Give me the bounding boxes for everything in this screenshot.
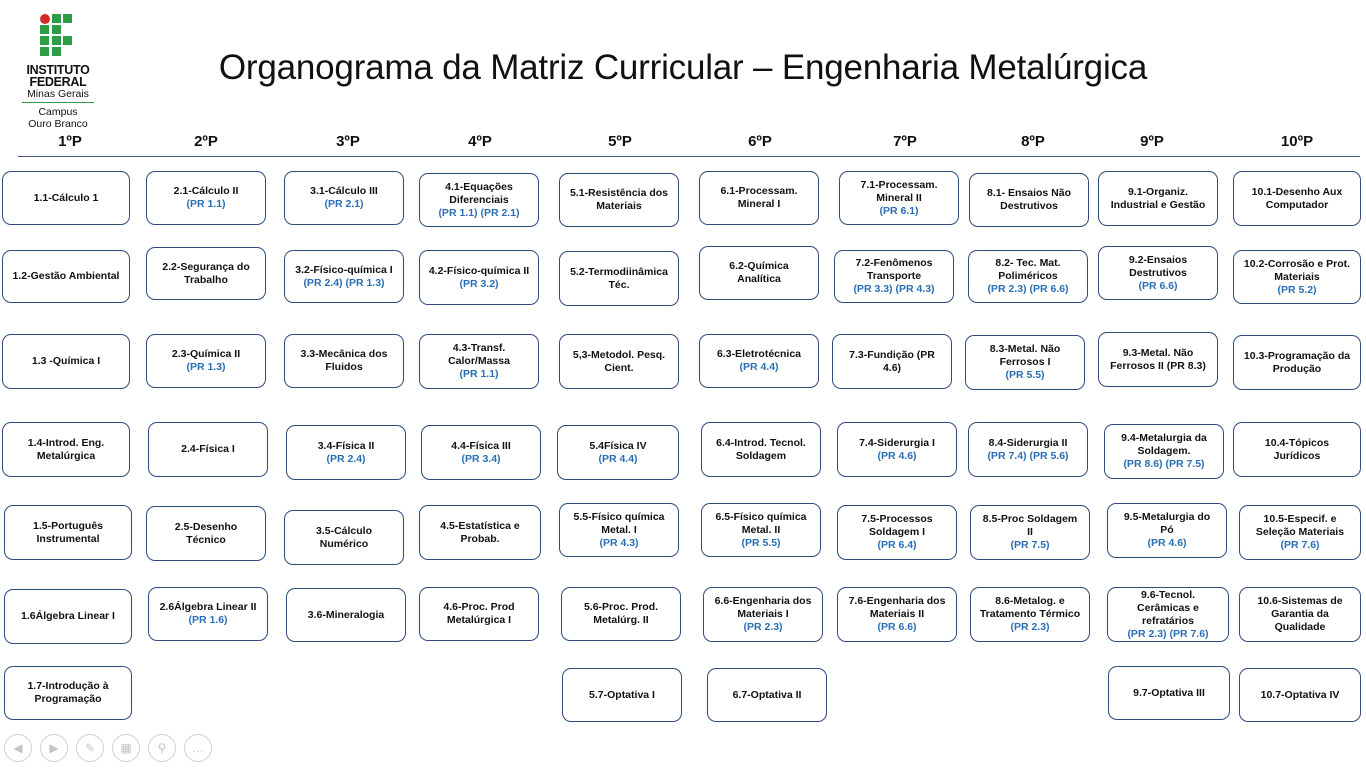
course-name-line: Ferrosos II (PR 8.3)	[1110, 359, 1206, 372]
logo-divider	[22, 102, 94, 103]
ifmg-logo-mark	[40, 14, 74, 58]
course-name-line: Mineral I	[737, 198, 781, 210]
prerequisite-label: (PR 2.4) (PR 1.3)	[303, 276, 385, 289]
course-name-line: Materiais II	[869, 608, 925, 620]
course-name-line: 8.5-Proc Soldagem	[982, 513, 1078, 525]
course-name-line: 5,3-Metodol. Pesq.	[572, 348, 666, 361]
course-box-9-6	[1107, 587, 1229, 642]
course-name-line: 8.3-Metal. Não	[989, 343, 1061, 355]
period-header-10: 10ºP	[1280, 133, 1314, 150]
period-header-9: 9ºP	[1140, 133, 1164, 150]
course-name-line: Transporte	[866, 270, 922, 282]
course-name-line: 9.6-Tecnol.	[1140, 588, 1196, 601]
prerequisite-label: (PR 1.1)	[459, 368, 499, 380]
course-name-line: Metalúrgica	[36, 449, 96, 462]
course-box-7-3	[832, 334, 952, 389]
period-header-4: 4ºP	[468, 133, 492, 150]
course-name-line: 7.1-Processam.	[860, 178, 938, 191]
course-name-line: 7.4-Siderurgia I	[859, 436, 935, 449]
prerequisite-label: (PR 8.6) (PR 7.5)	[1123, 458, 1205, 470]
course-box-7-1	[839, 171, 959, 225]
course-name-line: 6.6-Engenharia dos	[714, 595, 812, 607]
course-name-line: 7.2-Fenômenos	[855, 257, 933, 269]
prerequisite-label: (PR 2.1)	[324, 198, 364, 210]
course-name-line: Produção	[1272, 362, 1322, 375]
course-name-line: 6.7-Optativa II	[732, 688, 802, 701]
course-box-8-3	[965, 335, 1085, 390]
prerequisite-label: (PR 6.1)	[879, 204, 919, 217]
course-name-line: 3.6-Mineralogia	[307, 608, 385, 621]
course-box-1-4	[2, 422, 130, 477]
course-name-line: 5.1-Resistência dos	[569, 187, 669, 199]
course-name-line: 9.1-Organiz.	[1127, 185, 1189, 198]
course-box-4-6	[419, 587, 539, 641]
course-name-line: 10.1-Desenho Aux	[1251, 185, 1343, 198]
prerequisite-label: (PR 2.3) (PR 7.6)	[1127, 627, 1209, 640]
course-name-line: Trabalho	[184, 273, 228, 286]
course-box-6-5	[701, 503, 821, 557]
period-header-5: 5ºP	[608, 133, 632, 150]
course-name-line: Jurídicos	[1273, 449, 1321, 462]
course-name-line: Numérico	[319, 537, 369, 550]
course-name-line: 2.4-Física I	[181, 443, 235, 455]
course-box-2-1	[146, 171, 266, 225]
slides-grid-icon[interactable]: ▦	[112, 734, 140, 762]
course-name-line: 1.7-Introdução à	[27, 680, 109, 692]
course-name-line: Téc.	[608, 278, 630, 291]
prerequisite-label: (PR 1.1)	[186, 198, 226, 210]
course-name-line: 10.3-Programação da	[1243, 349, 1351, 362]
course-box-3-6	[286, 588, 406, 642]
zoom-icon[interactable]: ⚲	[148, 734, 176, 762]
course-box-1-7	[4, 666, 132, 720]
course-name-line: 7.5-Processos	[861, 513, 933, 525]
course-name-line: Diferenciais	[449, 193, 509, 206]
course-box-10-2	[1233, 250, 1361, 304]
course-box-9-4	[1104, 424, 1224, 479]
course-name-line: 6.4-Introd. Tecnol.	[716, 436, 806, 449]
course-box-5-2	[559, 251, 679, 306]
course-name-line: 10.2-Corrosão e Prot.	[1243, 257, 1351, 270]
course-box-10-5	[1239, 505, 1361, 560]
course-name-line: Computador	[1265, 198, 1329, 211]
course-name-line: 7.6-Engenharia dos	[848, 595, 946, 607]
course-name-line: 3.1-Cálculo III	[310, 185, 378, 197]
course-name-line: 10.5-Especif. e	[1263, 513, 1337, 525]
course-name-line: 1.1-Cálculo 1	[33, 191, 99, 204]
course-name-line: 1.4-Introd. Eng.	[27, 436, 105, 449]
course-name-line: 4.3-Transf.	[452, 342, 506, 354]
course-name-line: 6.5-Físico química	[715, 510, 807, 523]
course-name-line: 4.4-Física III	[451, 439, 511, 452]
course-name-line: 3.5-Cálculo	[315, 524, 373, 537]
course-box-1-2	[2, 250, 130, 303]
course-box-5-7	[562, 668, 682, 722]
course-box-1-5	[4, 505, 132, 560]
prerequisite-label: (PR 6.6)	[1138, 279, 1178, 292]
logo-line1: INSTITUTO	[26, 63, 90, 77]
course-box-3-5	[284, 510, 404, 565]
slideshow-toolbar	[4, 734, 212, 762]
period-header-2: 2ºP	[194, 133, 218, 150]
course-box-3-3	[284, 334, 404, 388]
course-box-5-3	[559, 334, 679, 389]
course-name-line: 5.6-Proc. Prod.	[583, 601, 659, 613]
course-name-line: 6.2-Química	[729, 260, 789, 272]
course-name-line: refratários	[1142, 614, 1194, 627]
prerequisite-label: (PR 4.4)	[739, 361, 779, 373]
course-name-line: Instrumental	[36, 532, 100, 545]
course-box-3-1	[284, 171, 404, 225]
course-name-line: 5.4Física IV	[589, 439, 647, 452]
course-name-line: 2.2-Segurança do	[162, 260, 250, 273]
course-name-line: Qualidade	[1274, 621, 1326, 633]
period-header-7: 7ºP	[893, 133, 917, 150]
course-name-line: 3.3-Mecânica dos	[300, 348, 388, 360]
course-box-4-2	[419, 250, 539, 305]
course-box-4-4	[421, 425, 541, 480]
course-box-8-5	[970, 505, 1090, 560]
course-box-8-2	[968, 250, 1088, 303]
pen-icon[interactable]: ✎	[76, 734, 104, 762]
course-name-line: 2.3-Química II	[171, 348, 241, 360]
course-name-line: Metalúrg. II	[593, 614, 649, 626]
course-box-1-1	[2, 171, 130, 225]
course-name-line: Cerâmicas e	[1137, 601, 1199, 614]
prerequisite-label: (PR 6.6)	[877, 621, 917, 633]
prerequisite-label: (PR 2.4)	[326, 452, 366, 465]
course-box-10-7	[1239, 668, 1361, 722]
course-name-line: Técnico	[186, 533, 226, 546]
course-box-9-5	[1107, 503, 1227, 558]
course-name-line: Metal. II	[741, 523, 781, 536]
logo-line3: Minas Gerais	[27, 88, 89, 100]
course-name-line: Garantia da	[1271, 608, 1329, 620]
course-name-line: 8.6-Metalog. e	[995, 595, 1065, 607]
course-name-line: Probab.	[460, 532, 500, 545]
course-box-3-2	[284, 250, 404, 303]
ifmg-logo	[18, 14, 98, 130]
course-box-8-4	[968, 422, 1088, 477]
course-name-line: 9.4-Metalurgia da	[1121, 432, 1207, 444]
course-name-line: Industrial e Gestão	[1110, 198, 1206, 211]
prerequisite-label: (PR 7.6)	[1280, 539, 1320, 551]
course-name-line: 1.3 -Química I	[31, 355, 101, 367]
prerequisite-label: (PR 6.4)	[877, 539, 917, 551]
course-name-line: Pó	[1160, 524, 1174, 536]
course-name-line: 9.5-Metalurgia do	[1123, 511, 1211, 523]
course-name-line: 9.3-Metal. Não	[1122, 346, 1194, 359]
course-box-8-1	[969, 173, 1089, 227]
course-box-1-6	[4, 589, 132, 644]
course-name-line: 8.2- Tec. Mat.	[995, 257, 1061, 269]
course-box-4-3	[419, 334, 539, 389]
course-name-line: 5.5-Físico química	[573, 510, 665, 523]
course-name-line: 4.5-Estatística e	[440, 519, 520, 532]
course-name-line: 2.5-Desenho	[174, 520, 238, 533]
logo-line5: Ouro Branco	[28, 118, 88, 130]
course-name-line: 4.6-Proc. Prod	[443, 601, 515, 613]
course-name-line: 1.6Álgebra Linear I	[21, 610, 115, 622]
more-options-icon[interactable]: …	[184, 734, 212, 762]
course-box-6-4	[701, 422, 821, 477]
course-name-line: 9.7-Optativa III	[1133, 686, 1205, 699]
course-name-line: 10.6-Sistemas de	[1257, 595, 1343, 607]
course-name-line: Soldagem I	[868, 526, 925, 538]
course-name-line: 8.1- Ensaios Não	[986, 187, 1072, 199]
course-name-line: Materiais	[596, 200, 642, 212]
course-box-6-2	[699, 246, 819, 300]
course-name-line: Soldagem	[735, 449, 787, 462]
prerequisite-label: (PR 3.4)	[461, 452, 501, 465]
period-header-1: 1ºP	[58, 133, 82, 150]
course-box-8-6	[970, 587, 1090, 642]
course-box-4-5	[419, 505, 541, 560]
course-box-7-4	[837, 422, 957, 477]
course-name-line: Materiais	[1274, 270, 1320, 283]
course-name-line: 7.3-Fundição (PR	[849, 348, 935, 361]
course-name-line: 10.4-Tópicos	[1264, 436, 1330, 449]
course-box-5-5	[559, 503, 679, 557]
course-box-5-6	[561, 587, 681, 641]
prerequisite-label: (PR 4.6)	[877, 449, 917, 462]
course-box-9-7	[1108, 666, 1230, 720]
course-box-2-2	[146, 247, 266, 300]
course-name-line: 10.7-Optativa IV	[1260, 688, 1340, 701]
course-name-line: 6.3-Eletrotécnica	[716, 348, 802, 360]
course-name-line: Calor/Massa	[448, 355, 510, 367]
prerequisite-label: (PR 1.1) (PR 2.1)	[438, 206, 520, 219]
course-name-line: Materiais I	[737, 608, 789, 620]
header-divider	[18, 156, 1360, 157]
course-name-line: 3.2-Físico-química I	[295, 263, 393, 276]
prerequisite-label: (PR 1.6)	[188, 614, 228, 626]
course-name-line: Soldagem.	[1137, 445, 1191, 457]
course-name-line: 2.1-Cálculo II	[173, 185, 239, 197]
course-box-3-4	[286, 425, 406, 480]
prerequisite-label: (PR 3.2)	[459, 277, 499, 290]
course-name-line: 8.4-Siderurgia II	[988, 436, 1068, 449]
period-header-6: 6ºP	[748, 133, 772, 150]
logo-line4: Campus	[38, 106, 78, 118]
course-name-line: Metalúrgica I	[446, 614, 512, 626]
course-name-line: 2.6Álgebra Linear II	[159, 601, 257, 613]
course-name-line: Metal. I	[601, 523, 637, 536]
course-box-5-4	[557, 425, 679, 480]
course-box-2-4	[148, 422, 268, 477]
course-name-line: Programação	[34, 693, 102, 705]
prerequisite-label: (PR 7.5)	[1010, 539, 1050, 551]
course-box-4-1	[419, 173, 539, 227]
course-box-5-1	[559, 173, 679, 227]
course-name-line: Ferrosos I	[999, 356, 1051, 368]
period-header-8: 8ºP	[1021, 133, 1045, 150]
course-box-9-3	[1098, 332, 1218, 387]
prerequisite-label: (PR 3.3) (PR 4.3)	[853, 283, 935, 295]
course-name-line: 9.2-Ensaios	[1128, 253, 1188, 266]
course-box-6-6	[703, 587, 823, 642]
next-slide-icon[interactable]: ▶	[40, 734, 68, 762]
course-box-2-6	[148, 587, 268, 641]
prerequisite-label: (PR 2.3) (PR 6.6)	[987, 283, 1069, 295]
course-name-line: II	[1027, 526, 1033, 538]
course-name-line: 6.1-Processam.	[720, 185, 798, 197]
prerequisite-label: (PR 5.5)	[1005, 369, 1045, 381]
course-box-2-5	[146, 506, 266, 561]
course-box-9-2	[1098, 246, 1218, 300]
course-name-line: Destrutivos	[1129, 266, 1187, 279]
period-header-3: 3ºP	[336, 133, 360, 150]
course-name-line: Mineral II	[876, 191, 922, 204]
course-name-line: 4.1-Equações	[445, 180, 513, 193]
course-box-7-2	[834, 250, 954, 303]
prerequisite-label: (PR 4.3)	[599, 536, 639, 549]
course-name-line: 4.6)	[882, 361, 902, 374]
course-name-line: Tratamento Térmico	[979, 608, 1081, 620]
course-box-7-5	[837, 505, 957, 560]
course-box-7-6	[837, 587, 957, 642]
prerequisite-label: (PR 4.6)	[1147, 537, 1187, 549]
course-box-10-6	[1239, 587, 1361, 642]
course-box-6-3	[699, 334, 819, 388]
course-box-9-1	[1098, 171, 1218, 226]
logo-line2: FEDERAL	[29, 75, 87, 89]
course-box-10-4	[1233, 422, 1361, 477]
previous-slide-icon[interactable]: ◀	[4, 734, 32, 762]
course-name-line: Cient.	[604, 361, 634, 374]
prerequisite-label: (PR 7.4) (PR 5.6)	[987, 449, 1069, 462]
course-box-10-1	[1233, 171, 1361, 226]
course-name-line: 5.7-Optativa I	[589, 688, 655, 701]
prerequisite-label: (PR 5.5)	[741, 536, 781, 549]
course-name-line: Analítica	[737, 273, 781, 285]
course-box-6-7	[707, 668, 827, 722]
course-name-line: Poliméricos	[998, 270, 1058, 282]
course-box-1-3	[2, 334, 130, 389]
prerequisite-label: (PR 2.3)	[743, 621, 783, 633]
course-box-6-1	[699, 171, 819, 225]
course-name-line: 4.2-Físico-química II	[428, 264, 530, 277]
course-name-line: 3.4-Física II	[317, 439, 375, 452]
course-name-line: Seleção Materiais	[1255, 526, 1345, 538]
prerequisite-label: (PR 1.3)	[186, 361, 226, 373]
prerequisite-label: (PR 4.4)	[598, 452, 638, 465]
course-name-line: 5.2-Termodiinâmica	[570, 265, 668, 278]
course-name-line: 1.5-Português	[32, 519, 103, 532]
course-name-line: Destrutivos	[1000, 200, 1058, 212]
prerequisite-label: (PR 5.2)	[1277, 283, 1317, 296]
prerequisite-label: (PR 2.3)	[1010, 621, 1050, 633]
course-box-10-3	[1233, 335, 1361, 390]
course-name-line: Fluidos	[325, 361, 363, 373]
page-title: Organograma da Matriz Curricular – Engenharia Metalúrgica	[218, 48, 1148, 87]
course-box-2-3	[146, 334, 266, 388]
course-name-line: 1.2-Gestão Ambiental	[12, 270, 120, 282]
